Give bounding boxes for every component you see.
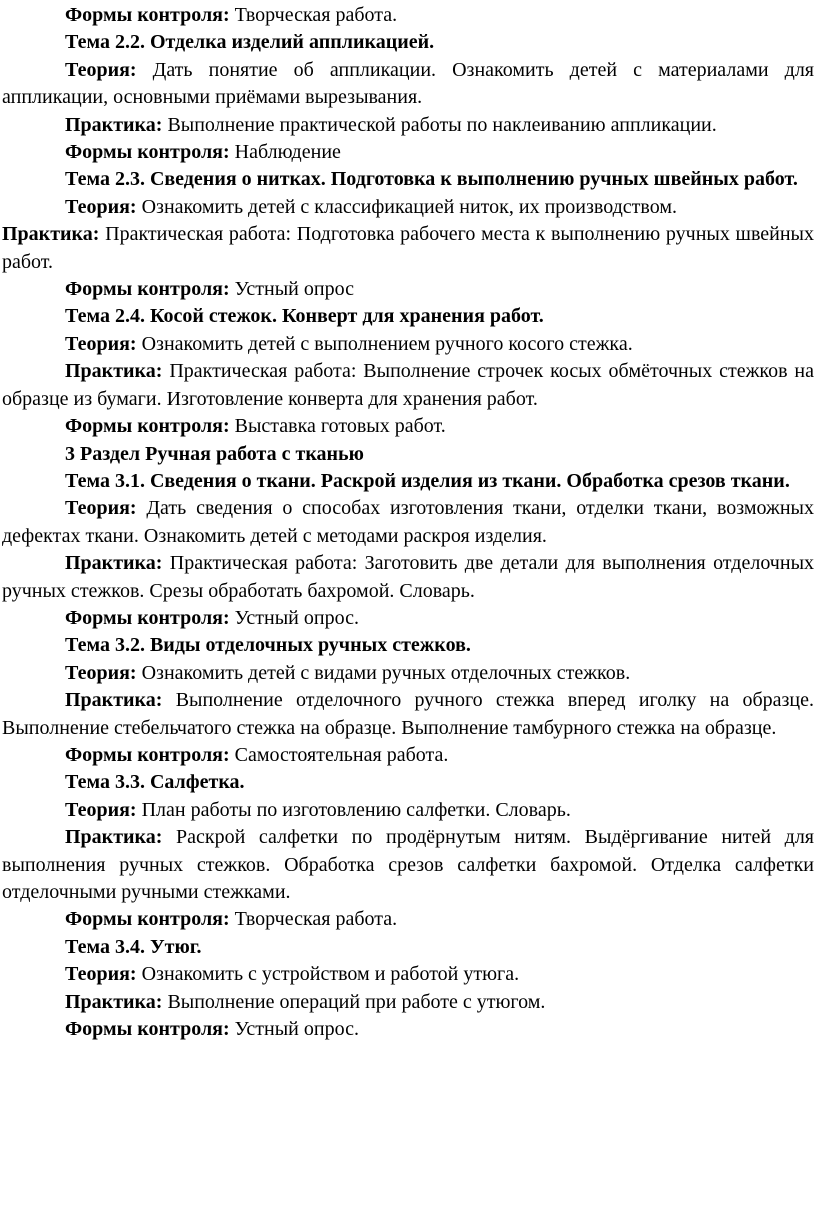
paragraph-label: Практика:	[65, 689, 163, 712]
paragraph	[2, 797, 814, 824]
paragraph	[2, 495, 814, 550]
paragraph-label: Тема 2.3. Сведения о нитках. Подготовка к выполнению ручных швейных работ.	[65, 168, 798, 191]
paragraph	[2, 221, 814, 276]
paragraph	[2, 550, 814, 605]
paragraph	[2, 1016, 814, 1043]
paragraph	[2, 57, 814, 112]
paragraph-text: Ознакомить детей с классификацией ниток, их производством.	[136, 195, 677, 218]
paragraph-text: Выполнение практической работы по наклеиванию аппликации.	[162, 113, 717, 136]
section-heading	[2, 441, 814, 468]
paragraph-label: Тема 3.1. Сведения о ткани. Раскрой изделия из ткани. Обработка срезов ткани.	[65, 469, 790, 492]
paragraph	[2, 961, 814, 988]
paragraph-text: Устный опрос.	[229, 606, 359, 629]
paragraph	[2, 605, 814, 632]
paragraph	[2, 742, 814, 769]
paragraph	[2, 687, 814, 742]
topic-heading	[2, 166, 814, 193]
paragraph-label: Формы контроля:	[65, 606, 230, 629]
paragraph-text: Устный опрос	[229, 278, 354, 301]
paragraph-label: Тема 3.4. Утюг.	[65, 935, 202, 958]
paragraph-text: Устный опрос.	[229, 1018, 359, 1041]
paragraph-text: Ознакомить детей с видами ручных отделочных стежков.	[136, 661, 631, 684]
paragraph-label: Практика:	[65, 552, 163, 575]
paragraph	[2, 331, 814, 358]
paragraph-text: Дать понятие об аппликации. Ознакомить детей с материалами для аппликации, основными приёмами вырезывания.	[2, 58, 814, 109]
paragraph-text: Творческая работа.	[229, 4, 398, 26]
paragraph	[2, 2, 814, 29]
paragraph	[2, 660, 814, 687]
paragraph	[2, 906, 814, 933]
paragraph-text: Ознакомить детей с выполнением ручного косого стежка.	[136, 332, 633, 355]
paragraph-text: Практическая работа: Выполнение строчек косых обмёточных стежков на образце из бумаги. Изготовление конверта для хранения работ.	[2, 360, 814, 410]
paragraph-label: Теория:	[65, 58, 137, 81]
paragraph-text: Выполнение отделочного ручного стежка вперед иголку на образце. Выполнение стебельчатого стежка на образце. Выполнение тамбурного стежка на образце.	[2, 689, 814, 739]
paragraph	[2, 413, 814, 440]
paragraph-label: Формы контроля:	[65, 4, 230, 26]
topic-heading	[2, 632, 814, 659]
paragraph-label: Практика:	[2, 223, 100, 246]
paragraph-text: Выполнение операций при работе с утюгом.	[162, 990, 546, 1013]
paragraph-label: Тема 3.2. Виды отделочных ручных стежков.	[65, 634, 471, 657]
topic-heading	[2, 934, 814, 961]
paragraph-text: Выставка готовых работ.	[229, 415, 446, 438]
paragraph-label: Формы контроля:	[65, 908, 230, 931]
topic-heading	[2, 468, 814, 495]
paragraph-label: Теория:	[65, 661, 137, 684]
paragraph-label: Теория:	[65, 798, 137, 821]
paragraph-label: Практика:	[65, 360, 163, 383]
paragraph	[2, 824, 814, 906]
paragraph-label: Формы контроля:	[65, 415, 230, 438]
paragraph-text: Ознакомить с устройством и работой утюга.	[136, 963, 520, 986]
paragraph-text: Практическая работа: Подготовка рабочего места к выполнению ручных швейных работ.	[2, 223, 814, 273]
paragraph	[2, 194, 814, 221]
paragraph-label: Формы контроля:	[65, 1018, 230, 1041]
topic-heading	[2, 29, 814, 56]
paragraph-text: Практическая работа: Заготовить две детали для выполнения отделочных ручных стежков. Срезы обработать бахромой. Словарь.	[2, 552, 814, 602]
paragraph-text: Дать сведения о способах изготовления ткани, отделки ткани, возможных дефектах ткани. Ознакомить детей с методами раскроя изделия.	[2, 497, 814, 547]
paragraph-text: Наблюдение	[229, 141, 341, 164]
paragraph	[2, 358, 814, 413]
paragraph-label: 3 Раздел Ручная работа с тканью	[65, 442, 364, 465]
paragraph-text: План работы по изготовлению салфетки. Словарь.	[136, 798, 571, 821]
paragraph-label: Формы контроля:	[65, 278, 230, 301]
paragraph	[2, 989, 814, 1016]
paragraph-label: Практика:	[65, 826, 163, 849]
paragraph-label: Практика:	[65, 113, 163, 136]
paragraph-label: Практика:	[65, 990, 163, 1013]
paragraph-label: Теория:	[65, 332, 137, 355]
paragraph-text: Творческая работа.	[229, 908, 398, 931]
paragraph-label: Тема 2.2. Отделка изделий аппликацией.	[65, 31, 435, 54]
paragraph	[2, 112, 814, 139]
paragraph-label: Теория:	[65, 195, 137, 218]
paragraph-label: Тема 3.3. Салфетка.	[65, 771, 245, 794]
topic-heading	[2, 303, 814, 330]
topic-heading	[2, 769, 814, 796]
paragraph-label: Теория:	[65, 497, 137, 520]
paragraph-label: Теория:	[65, 963, 137, 986]
paragraph-text: Самостоятельная работа.	[229, 743, 449, 766]
paragraph	[2, 139, 814, 166]
paragraph	[2, 276, 814, 303]
paragraph-text: Раскрой салфетки по продёрнутым нитям. Выдёргивание нитей для выполнения ручных стежков. Обработка срезов салфетки бахромой. Отделка салфетки отделочными ручными стежками.	[2, 826, 814, 903]
paragraph-label: Тема 2.4. Косой стежок. Конверт для хранения работ.	[65, 305, 544, 328]
paragraph-label: Формы контроля:	[65, 743, 230, 766]
paragraph-label: Формы контроля:	[65, 141, 230, 164]
